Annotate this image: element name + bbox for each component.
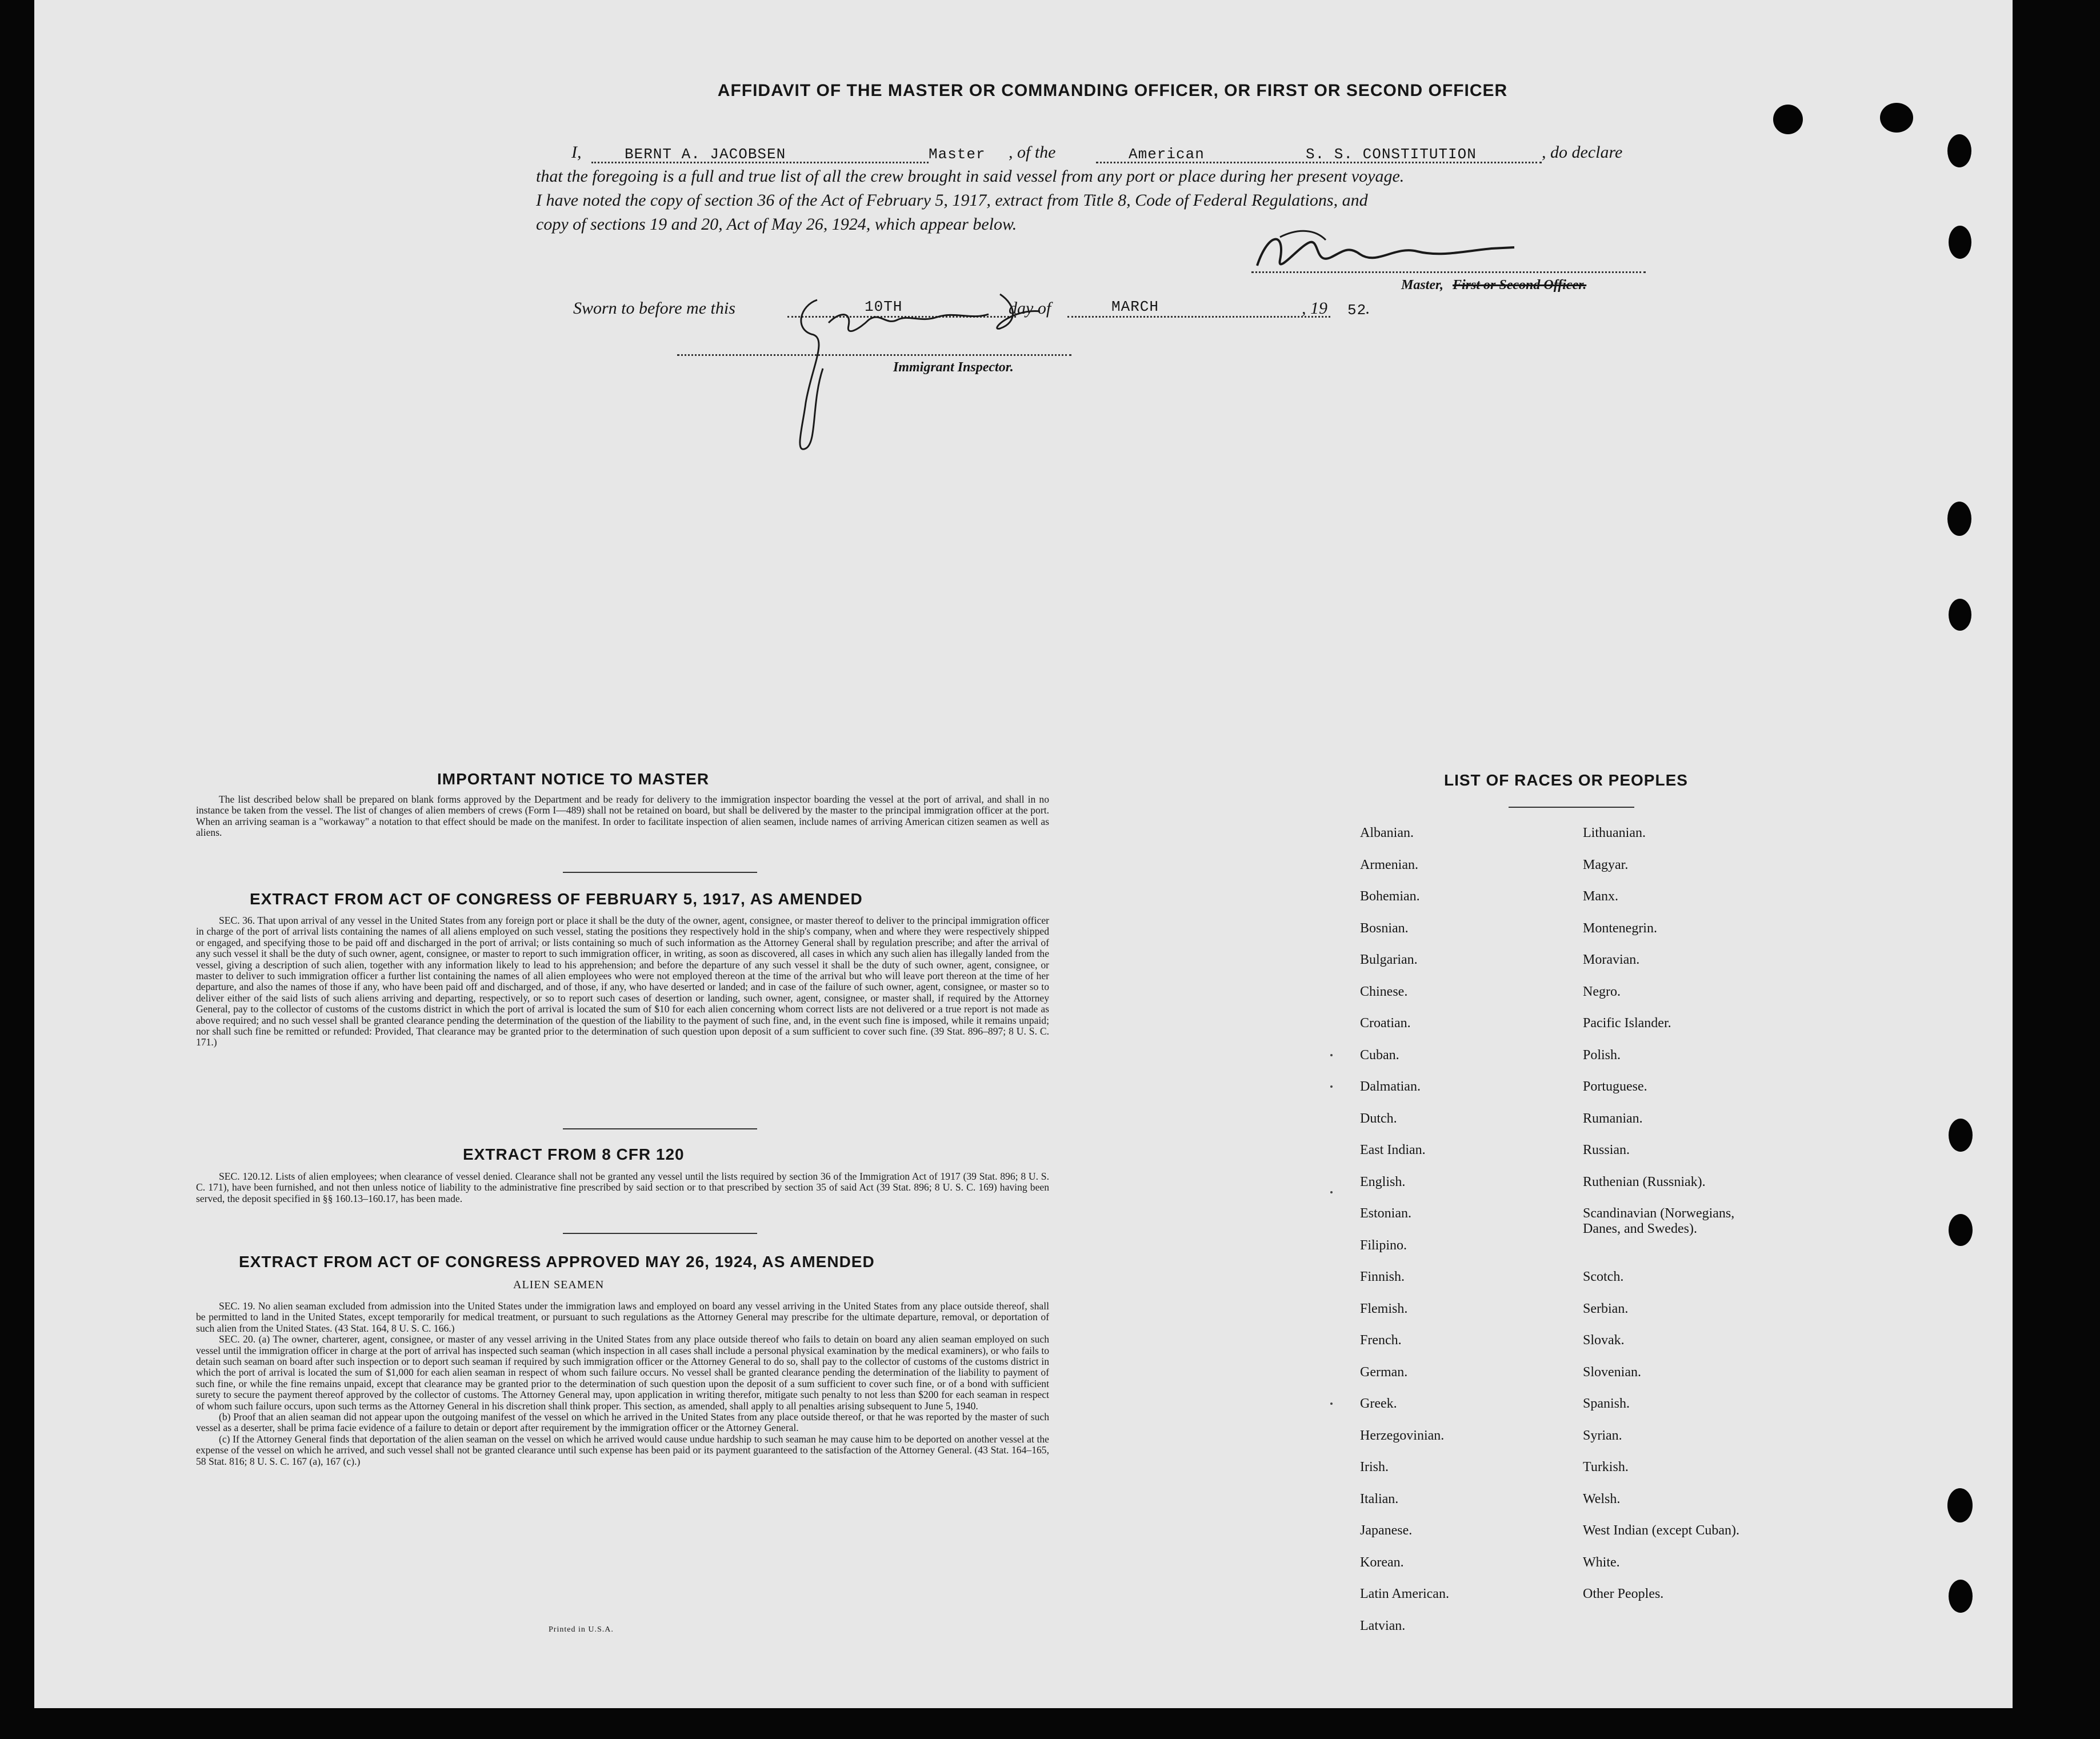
sec-20c-paragraph: (c) If the Attorney General finds that deportation of the alien seaman on the vessel on which he arrived would cause undue hardship to such seaman he may cause him to be deported on another vessel at the expense of the vessel on which he arrived, and such vessel shall not be granted clearance until such expense has been paid or its payment guaranteed to the satisfaction of the Attorney General. (43 Stat. 164–165, 58 Stat. 816; 8 U. S. C. 167 (a), 167 (c).) <box>196 1433 1049 1467</box>
affidavit-line-4: copy of sections 19 and 20, Act of May 26, 1924, which appear below. <box>536 215 1017 234</box>
races-rule <box>1509 807 1634 808</box>
vessel-name: S. S. CONSTITUTION <box>1306 146 1477 163</box>
races-title: LIST OF RACES OR PEOPLES <box>1444 771 1688 789</box>
of-the-label: , of the <box>1009 143 1056 162</box>
race-item: Armenian. <box>1360 857 1418 872</box>
race-item: Moravian. <box>1583 952 1640 967</box>
race-item: Turkish. <box>1583 1460 1629 1474</box>
sec-20b-paragraph: (b) Proof that an alien seaman did not appear upon the outgoing manifest of the vessel on which he arrived in the United States from any place outside thereof, or that he was reported by the master of such vessel as a deserter, shall be prima facie evidence of a failure to detain or deport after requirement by the immigration officer or the Attorney General. <box>196 1411 1049 1434</box>
race-item: Magyar. <box>1583 857 1629 872</box>
punch-hole <box>1949 1214 1973 1246</box>
race-item: Ruthenian (Russniak). <box>1583 1174 1706 1189</box>
inspector-signature-rule <box>677 354 1071 356</box>
vessel-nationality: American <box>1129 146 1205 163</box>
year-prefix: , 19 <box>1302 299 1327 318</box>
sworn-period: . <box>1366 299 1370 318</box>
affidavit-line-3: I have noted the copy of section 36 of the Act of February 5, 1917, extract from Title 8, Code of Federal Regulations, and <box>536 191 1368 210</box>
race-item: Polish. <box>1583 1047 1621 1063</box>
sworn-label: Sworn to before me this <box>573 299 735 318</box>
master-name: BERNT A. JACOBSEN <box>625 146 786 163</box>
sworn-day: 10TH <box>865 298 903 315</box>
notice-title: IMPORTANT NOTICE TO MASTER <box>437 770 710 788</box>
race-item: Chinese. <box>1360 984 1408 999</box>
race-item: Italian. <box>1360 1491 1399 1506</box>
race-item: Lithuanian. <box>1583 826 1646 840</box>
race-item: Slovenian. <box>1583 1364 1641 1380</box>
race-item: Montenegrin. <box>1583 920 1657 936</box>
punch-hole <box>1880 103 1913 133</box>
sec-19-paragraph: SEC. 19. No alien seaman excluded from admission into the United States under the immigration laws and employed on board any vessel arriving in the United States from any place outside thereof, shall be permitted to land in the United States, except temporarily for medical treatment, or pursuant to such regulations as the Attorney General may prescribe for the ultimate departure, removal, or deportation of such alien from the United States. (43 Stat. 164, 8 U. S. C. 166.) <box>196 1300 1049 1334</box>
sworn-month: MARCH <box>1111 298 1159 315</box>
race-item: Bulgarian. <box>1360 952 1418 967</box>
race-item: Scotch. <box>1583 1269 1624 1284</box>
master-signature <box>1246 226 1566 283</box>
race-item: Estonian. <box>1360 1206 1411 1221</box>
race-item: German. <box>1360 1364 1408 1380</box>
sec-20a-paragraph: SEC. 20. (a) The owner, charterer, agent, consignee, or master of any vessel arriving in the United States from any place outside thereof who fails to detain on board any alien seaman employed on such vessel until the immigration officer in charge at the port of arrival has inspected such seaman (which inspection in all cases shall include a personal physical examination by the medical examiners), or who fails to detain such seaman on board after such inspection or to deport such seaman if required by such immigration officer or the Attorney General to do so, shall pay to the collector of customs of the customs district in which the port of arrival is located the sum of $1,000 for each alien seaman in respect of whom such failure occurs. No vessel shall be granted clearance pending the determination of the liability to payment of such fine, or while the fine remains unpaid, except that clearance may be granted prior to the determination of such question upon the deposit of a sum sufficient to cover such fine, or of a bond with sufficient surety to secure the payment thereof approved by the collector of customs. The Attorney General may, upon application in writing therefor, mitigate such penalty to not less than $200 for each seaman in respect of whom such failure occurs, upon such terms as the Attorney General in his discretion shall think proper. This section, as amended, shall apply to all penalties arising subsequent to June 5, 1940. <box>196 1333 1049 1412</box>
extract-1924-title: EXTRACT FROM ACT OF CONGRESS APPROVED MAY 26, 1924, AS AMENDED <box>239 1253 875 1271</box>
race-item: Serbian. <box>1583 1301 1629 1316</box>
extract-1917-text <box>196 915 1049 1048</box>
extract-1924-text <box>196 1301 1049 1467</box>
affidavit-title: AFFIDAVIT OF THE MASTER OR COMMANDING OFFICER, OR FIRST OR SECOND OFFICER <box>717 81 1508 100</box>
notice-paragraph: The list described below shall be prepared on blank forms approved by the Department and be ready for delivery to the immigration inspector boarding the vessel at the port of arrival, and shall in no instance be taken from the vessel. The list of changes of alien members of crews (Form I—489) shall not be retained on board, but shall be delivered by the master to the principal immigration officer at the port. When an arriving seaman is a "workaway" a notation to that effect should be made on the manifest. In order to facilitate inspection of alien seamen, include names of arriving American citizen seamen as well as aliens. <box>196 794 1049 839</box>
race-item: Manx. <box>1583 889 1618 904</box>
affidavit-line-2: that the foregoing is a full and true list of all the crew brought in said vessel from any port or place during her present voyage. <box>536 167 1405 186</box>
cfr-paragraph: SEC. 120.12. Lists of alien employees; when clearance of vessel denied. Clearance shall not be granted any vessel until the lists required by section 36 of the Immigration Act of 1917 (39 Stat. 896; 8 U. S. C. 171), have been furnished, and not then unless notice of liability to the administrative fine prescribed by said section or to that prescribed by section 35 of said Act (39 Stat. 896; 8 U. S. C. 169) having been served, the deposit specified in §§ 160.13–160.17, has been made. <box>196 1171 1049 1204</box>
sworn-year: 52 <box>1347 302 1367 319</box>
race-item: English. <box>1360 1174 1406 1189</box>
master-rank: Master <box>929 146 986 163</box>
race-item: Cuban. <box>1360 1047 1399 1063</box>
race-item: Flemish. <box>1360 1301 1408 1316</box>
race-item: Negro. <box>1583 984 1621 999</box>
race-item: Japanese. <box>1360 1523 1413 1538</box>
alien-seamen-subtitle: ALIEN SEAMEN <box>513 1279 605 1291</box>
cfr-title: EXTRACT FROM 8 CFR 120 <box>463 1145 685 1163</box>
race-item: Russian. <box>1583 1143 1630 1157</box>
stray-mark <box>1330 1403 1333 1405</box>
printed-in-usa: Printed in U.S.A. <box>549 1625 614 1634</box>
race-item: Irish. <box>1360 1460 1389 1474</box>
race-item: Finnish. <box>1360 1269 1405 1284</box>
punch-hole <box>1773 105 1803 134</box>
master-caption: Master, <box>1401 278 1444 292</box>
race-item: White. <box>1583 1554 1620 1570</box>
race-item: Dalmatian. <box>1360 1079 1421 1094</box>
race-item: Syrian. <box>1583 1428 1622 1443</box>
officer-caption-struck: First or Second Officer. <box>1453 278 1587 292</box>
race-item: Latvian. <box>1360 1618 1406 1633</box>
race-item: Bohemian. <box>1360 889 1420 904</box>
race-item: Herzegovinian. <box>1360 1428 1445 1443</box>
stray-mark <box>1330 1191 1333 1193</box>
race-item: Rumanian. <box>1583 1111 1643 1126</box>
extract-1917-rule <box>563 1128 757 1129</box>
race-item: Bosnian. <box>1360 920 1409 936</box>
race-item: Filipino. <box>1360 1237 1407 1253</box>
race-item: Slovak. <box>1583 1333 1625 1348</box>
punch-hole <box>1949 226 1971 259</box>
race-item: Portuguese. <box>1583 1079 1647 1094</box>
punch-hole <box>1949 1580 1973 1613</box>
do-declare-label: , do declare <box>1542 143 1623 162</box>
cfr-text <box>196 1171 1049 1204</box>
sworn-month-rule <box>1067 316 1330 318</box>
notice-rule <box>563 872 757 873</box>
race-item: West Indian (except Cuban). <box>1583 1523 1739 1538</box>
race-item: Albanian. <box>1360 826 1414 840</box>
affidavit-i: I, <box>571 143 582 162</box>
punch-hole <box>1949 1119 1973 1152</box>
race-item: Korean. <box>1360 1554 1404 1570</box>
cfr-rule <box>563 1233 757 1234</box>
stray-mark <box>1330 1054 1333 1056</box>
extract-1917-paragraph: SEC. 36. That upon arrival of any vessel in the United States from any foreign port or place it shall be the duty of the owner, agent, consignee, or master thereof to deliver to the principal immigration officer in charge of the port of arrival lists containing the names of all aliens employed on such vessel, stating the positions they respectively hold in the ship's company, when and where they were respectively shipped or engaged, and specifying those to be paid off and discharged in the port of arrival; or lists containing so much of such information as the Attorney General shall by regulation prescribe; and after the arrival of any such vessel it shall be the duty of such owner, agent, consignee, or master to report to such immigration officer, in writing, as soon as discovered, all cases in which any such alien has illegally landed from the vessel, giving a description of such alien, together with any information likely to lead to his apprehension; and before the departure of any such vessel it shall be the duty of such owner, agent, consignee, or master to deliver to such immigration officer a further list containing the names of all alien employees who were not employed thereon at the time of the arrival but who will leave port thereon at the time of her departure, and also the names of those if any, who have been paid off and discharged, and of those, if any, who have deserted or landed; and in case of the failure of such owner, agent, consignee, or master so to deliver either of the said lists of such aliens arriving and departing, respectively, or so to report such cases of desertion or landing, such owner, agent, consignee, or master shall, if required by the Attorney General, pay to the collector of customs of the customs district in which the port of arrival is located the sum of $10 for each alien concerning whom correct lists are not delivered or a true report is not made as above required; and no such vessel shall be granted clearance pending the determination of the question of the liability to the payment of such fine, and, in the event such fine is imposed, while it remains unpaid; nor shall such fine be remitted or refunded: Provided, That clearance may be granted prior to the determination of such question upon deposit of a sum sufficient to cover such fine. (39 Stat. 896–897; 8 U. S. C. 171.) <box>196 915 1049 1048</box>
race-item: French. <box>1360 1333 1402 1348</box>
day-of-label: day of <box>1009 299 1051 318</box>
race-item: Pacific Islander. <box>1583 1016 1671 1031</box>
stray-mark <box>1330 1085 1333 1088</box>
race-item: Welsh. <box>1583 1491 1621 1506</box>
race-item: East Indian. <box>1360 1143 1426 1157</box>
race-item: Dutch. <box>1360 1111 1397 1126</box>
race-item: Latin American. <box>1360 1586 1449 1601</box>
race-item: Scandinavian (Norwegians, Danes, and Swedes). <box>1583 1206 1735 1236</box>
extract-1917-title: EXTRACT FROM ACT OF CONGRESS OF FEBRUARY 5, 1917, AS AMENDED <box>250 890 863 908</box>
race-item: Spanish. <box>1583 1396 1630 1411</box>
punch-hole <box>1947 1488 1973 1522</box>
punch-hole <box>1947 134 1971 167</box>
punch-hole <box>1949 599 1971 631</box>
race-item: Greek. <box>1360 1396 1397 1411</box>
race-item: Other Peoples. <box>1583 1586 1664 1601</box>
master-signature-rule <box>1251 271 1646 273</box>
inspector-caption: Immigrant Inspector. <box>893 360 1014 375</box>
notice-text <box>196 794 1049 839</box>
punch-hole <box>1947 502 1971 536</box>
race-item: Croatian. <box>1360 1016 1411 1031</box>
document-page <box>34 0 2013 1708</box>
